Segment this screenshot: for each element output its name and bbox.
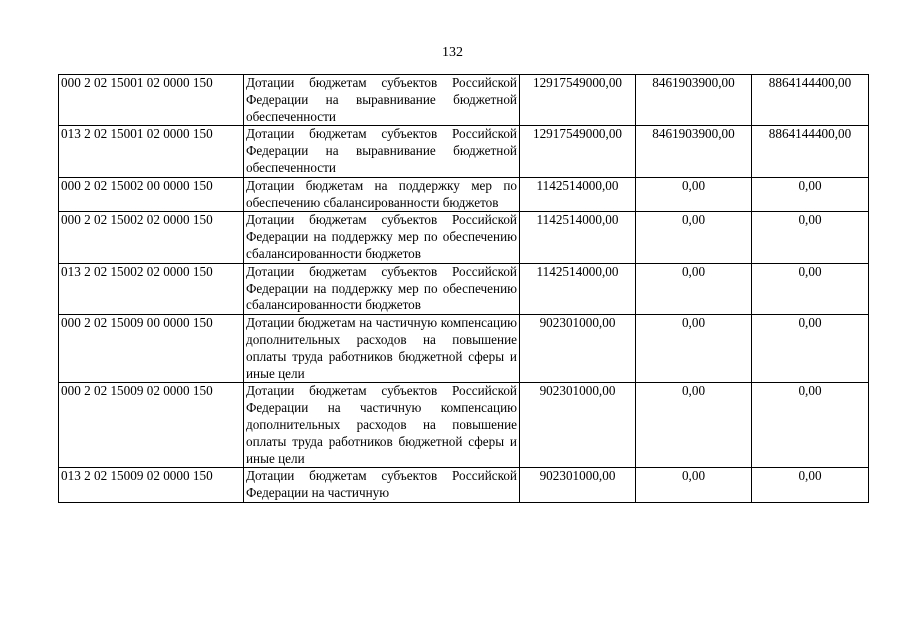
amount-cell-3: 8864144400,00 [752,75,869,126]
amount-cell-1: 1142514000,00 [520,212,636,263]
table-row [59,177,869,212]
description-cell: Дотации бюджетам на частичную компенсацию дополнительных расходов на повышение оплаты труда работников бюджетной сферы и иные цели [244,315,520,383]
budget-code-cell: 013 2 02 15001 02 0000 150 [59,126,244,177]
amount-cell-3: 0,00 [752,263,869,314]
table-row [59,468,869,503]
amount-cell-1: 902301000,00 [520,383,636,468]
amount-cell-3: 0,00 [752,383,869,468]
amount-cell-1: 1142514000,00 [520,263,636,314]
amount-cell-2: 0,00 [636,315,752,383]
amount-cell-2: 0,00 [636,263,752,314]
amount-cell-3: 0,00 [752,468,869,503]
amount-cell-2: 0,00 [636,212,752,263]
table-row [59,212,869,263]
amount-cell-3: 0,00 [752,212,869,263]
budget-code-cell: 013 2 02 15002 02 0000 150 [59,263,244,314]
description-cell: Дотации бюджетам субъектов Российской Федерации на выравнивание бюджетной обеспеченности [244,126,520,177]
table-row [59,315,869,383]
amount-cell-1: 12917549000,00 [520,126,636,177]
budget-table-body [59,75,869,503]
budget-table [58,74,869,503]
amount-cell-2: 0,00 [636,468,752,503]
amount-cell-1: 902301000,00 [520,315,636,383]
budget-code-cell: 013 2 02 15009 02 0000 150 [59,468,244,503]
table-row [59,75,869,126]
description-cell: Дотации бюджетам субъектов Российской Федерации на выравнивание бюджетной обеспеченности [244,75,520,126]
description-cell: Дотации бюджетам субъектов Российской Федерации на поддержку мер по обеспечению сбалансированности бюджетов [244,263,520,314]
amount-cell-3: 0,00 [752,177,869,212]
budget-code-cell: 000 2 02 15002 02 0000 150 [59,212,244,263]
amount-cell-1: 902301000,00 [520,468,636,503]
description-cell: Дотации бюджетам субъектов Российской Федерации на поддержку мер по обеспечению сбалансированности бюджетов [244,212,520,263]
table-row [59,383,869,468]
table-row [59,263,869,314]
page-number: 132 [442,45,463,60]
budget-code-cell: 000 2 02 15009 00 0000 150 [59,315,244,383]
amount-cell-2: 8461903900,00 [636,75,752,126]
amount-cell-1: 12917549000,00 [520,75,636,126]
description-cell: Дотации бюджетам субъектов Российской Федерации на частичную [244,468,520,503]
description-cell: Дотации бюджетам на поддержку мер по обеспечению сбалансированности бюджетов [244,177,520,212]
amount-cell-2: 0,00 [636,383,752,468]
amount-cell-2: 0,00 [636,177,752,212]
description-cell: Дотации бюджетам субъектов Российской Федерации на частичную компенсацию дополнительных расходов на повышение оплаты труда работников бюджетной сферы и иные цели [244,383,520,468]
amount-cell-2: 8461903900,00 [636,126,752,177]
table-row [59,126,869,177]
budget-code-cell: 000 2 02 15009 02 0000 150 [59,383,244,468]
budget-code-cell: 000 2 02 15001 02 0000 150 [59,75,244,126]
amount-cell-3: 8864144400,00 [752,126,869,177]
budget-code-cell: 000 2 02 15002 00 0000 150 [59,177,244,212]
amount-cell-1: 1142514000,00 [520,177,636,212]
amount-cell-3: 0,00 [752,315,869,383]
